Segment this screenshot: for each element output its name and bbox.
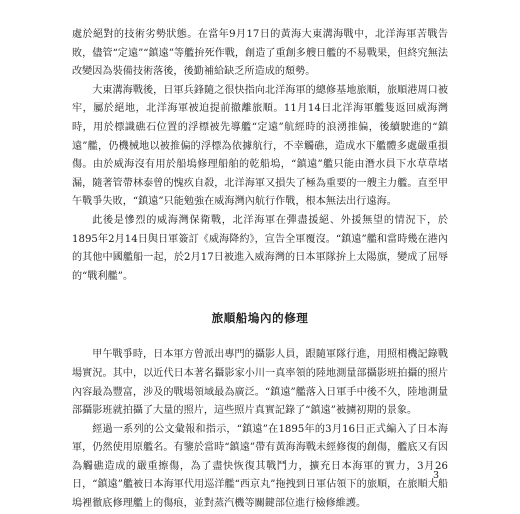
page-number: 3 bbox=[433, 470, 440, 481]
section-heading: 旅順船塢內的修理 bbox=[211, 311, 309, 326]
paragraph: 處於絕對的技術劣勢狀態。在當年9月17日的黃海大東溝海戰中，北洋海軍苦戰告敗，儘管“定遠”“鎮遠”等艦拚死作戰，創造了重創多艘日艦的不易戰果，但終究無法改變因為裝備技術落後，後勤補給缺乏所造成的頹勢。 bbox=[72, 29, 448, 78]
body-text-after-section bbox=[72, 346, 448, 513]
paragraph: 甲午戰爭時，日本軍方曾派出專門的攝影人員，跟隨軍隊行進，用照相機記錄戰場實況。其中，以近代日本著名攝影家小川一真率領的陸地測量部攝影班拍攝的照片內容最為豐富，涉及的戰場領域最為廣泛。“鎮遠”艦落入日軍手中後不久，陸地測量部攝影班就拍攝了大量的照片，這些照片真實記錄了“鎮遠”被擄初期的景象。 bbox=[72, 349, 448, 417]
paragraph: 經過一系列的公文彙報和指示，“鎮遠”在1895年的3月16日正式編入了日本海軍，仍然使用原艦名。有鑒於當時“鎮遠”帶有黃海海戰未經修復的創傷，艦底又有因為觸礁造成的嚴重擦傷，為了盡快恢復其戰鬥力，擴充日本海軍的實力，3月26日，“鎮遠”艦被日本海軍代用巡洋艦“西京丸”拖拽到日軍佔領下的旅順，在旅順大船塢裡徹底修理艦上的傷痕，並對蒸汽機等關鍵部位進行檢修維護。 bbox=[72, 423, 448, 510]
document-page bbox=[72, 26, 448, 514]
body-text-before-section bbox=[72, 26, 448, 286]
paragraph: 此後是慘烈的威海灣保衛戰，北洋海軍在彈盡援絕、外援無望的情況下，於1895年2月14日與日軍簽訂《威海降約》，宣告全軍覆沒。“鎮遠”艦和當時幾在港內的其他中國艦船一起，於2月17日被進入威海灣的日本軍隊拚上太陽旗，變成了屈辱的“戰利艦”。 bbox=[72, 214, 448, 282]
paragraph: 大東溝海戰後，日軍兵鋒隨之很快指向北洋海軍的總修基地旅順，旅順港周口被牢，屬於絕地，北洋海軍被迫提前撤離旅順。11月14日北洋海軍艦隻返回威海灣時，用於標識礁石位置的浮標被先導艦“定遠”航經時的浪湧推偏，後續駛進的“鎮遠”艦，仍機械地以被推偏的浮標為依據航行，不幸觸礁，造成水下艦體多處嚴重損傷。由於威海沒有用於船塢修理船舶的乾船塢，“鎮遠”艦只能由潛水員下水草草堵漏，隨著管帶林泰曾的愧疚自殺，北洋海軍又損失了極為重要的一艘主力艦。直至甲午戰爭失敗，“鎮遠”只能勉強在威海灣內航行作戰，根本無法出行遠海。 bbox=[72, 84, 448, 208]
